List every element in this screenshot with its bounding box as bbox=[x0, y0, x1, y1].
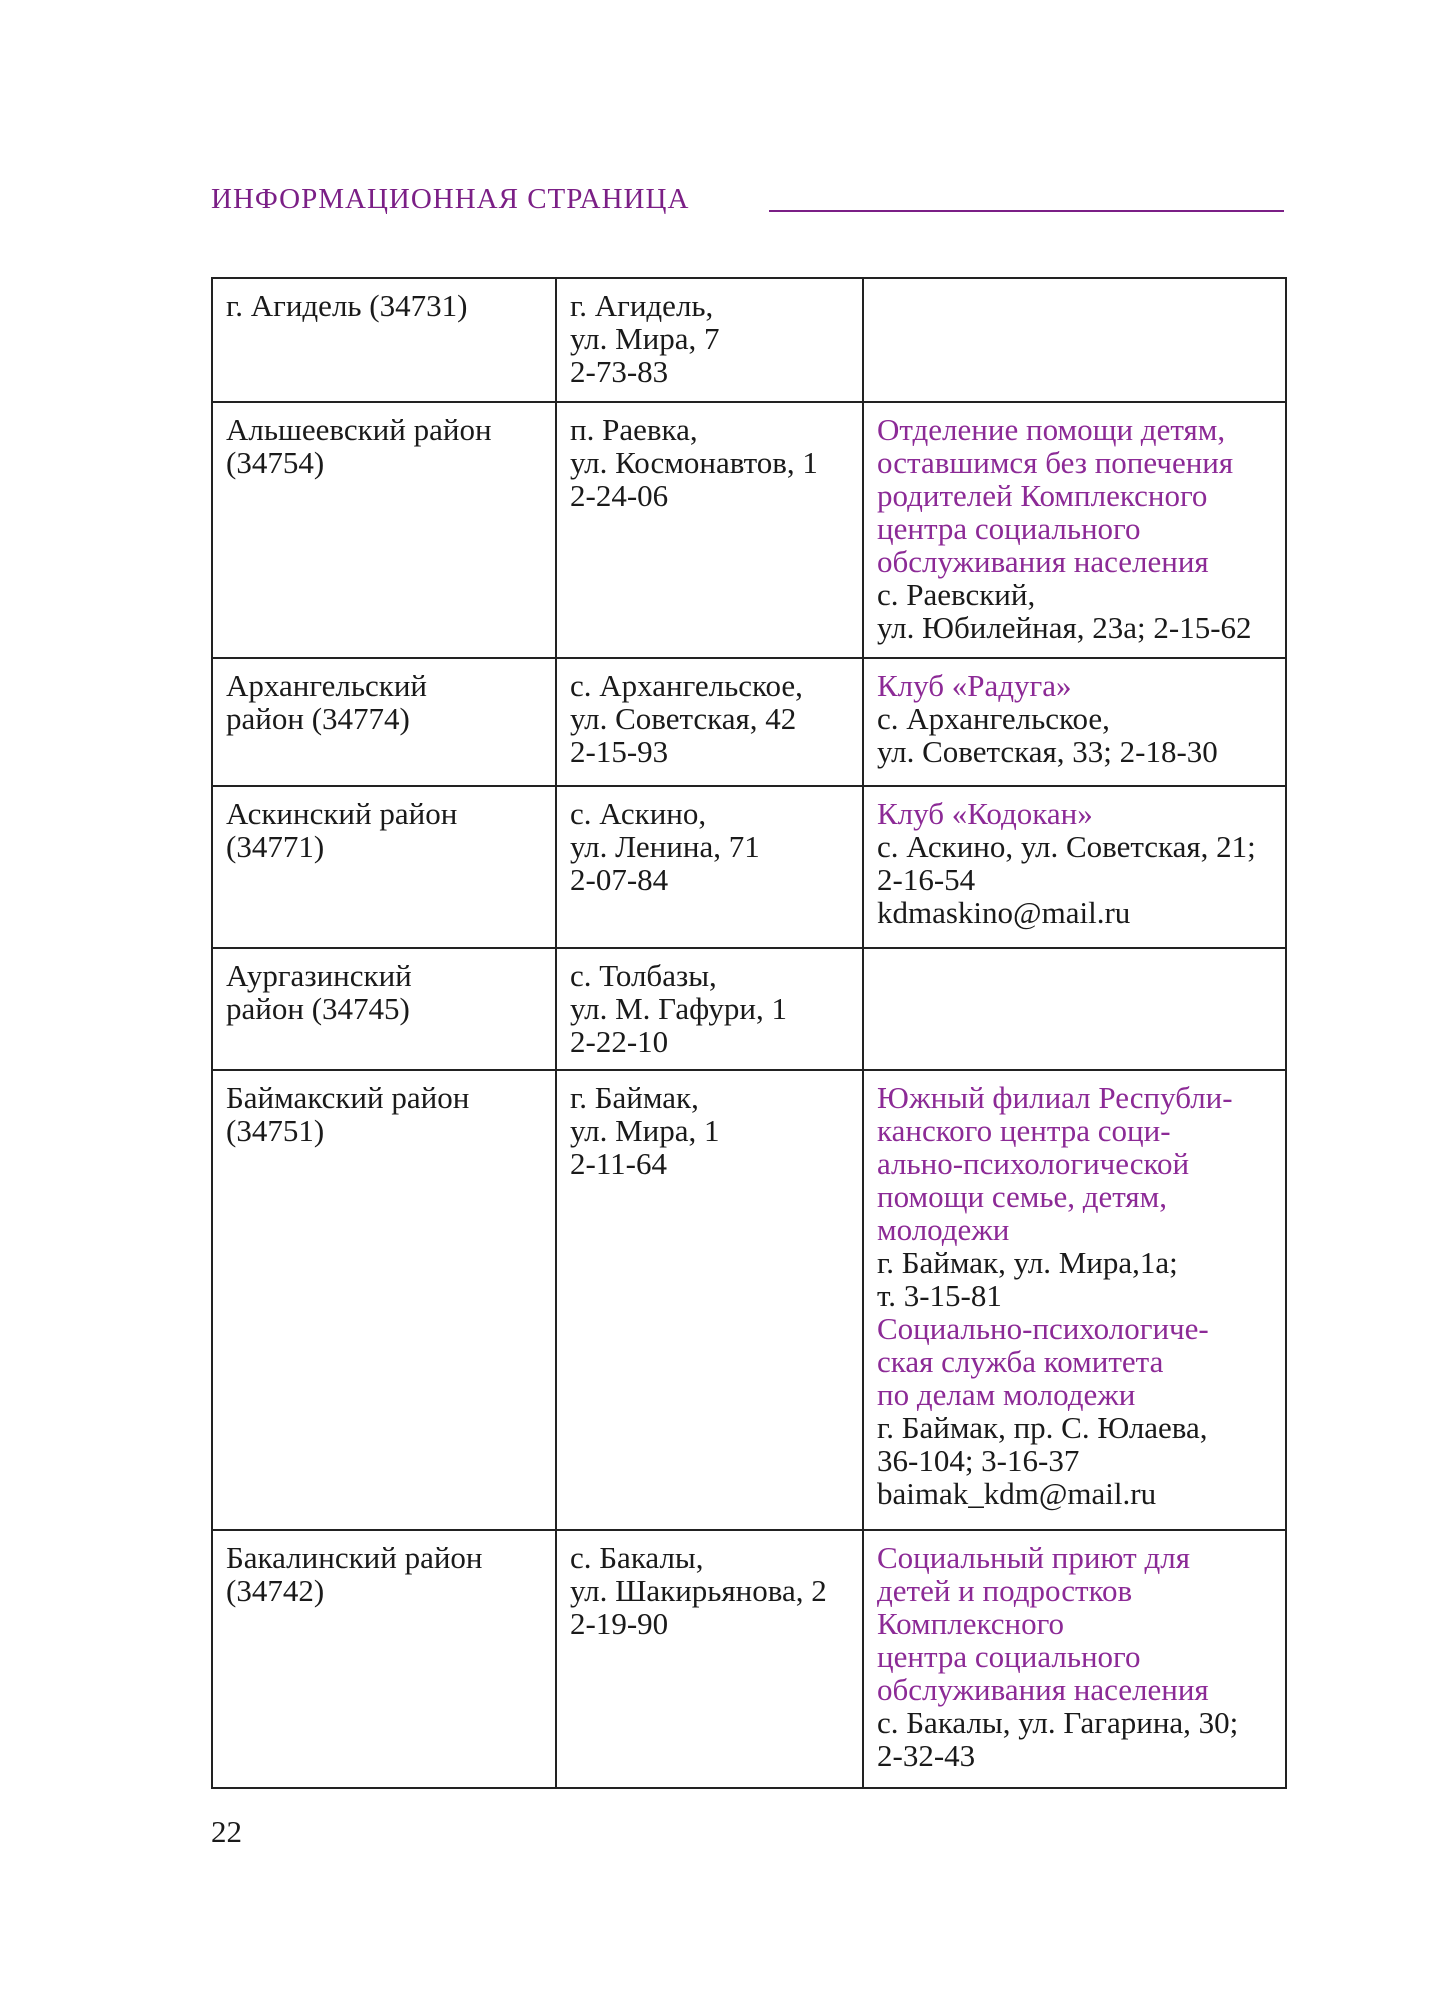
page-number: 22 bbox=[211, 1814, 242, 1849]
region-cell: Аургазинский район (34745) bbox=[212, 948, 556, 1070]
services-cell bbox=[863, 658, 1286, 786]
services-cell bbox=[863, 278, 1286, 402]
table-row bbox=[212, 786, 1286, 948]
service-org-name: Отделение помощи детям, оставшимся без попечения родителей Комплексного центра социального обслуживания населения bbox=[877, 412, 1234, 579]
service-address: с. Бакалы, ул. Гагарина, 30; 2-32-43 bbox=[877, 1705, 1239, 1773]
contact-cell: г. Агидель, ул. Мира, 7 2-73-83 bbox=[556, 278, 863, 402]
header-rule bbox=[769, 210, 1284, 212]
region-cell: Баймакский район (34751) bbox=[212, 1070, 556, 1530]
contact-cell: с. Толбазы, ул. М. Гафури, 1 2-22-10 bbox=[556, 948, 863, 1070]
table-body bbox=[212, 278, 1286, 1788]
service-address: г. Баймак, ул. Мира,1а; т. 3-15-81 bbox=[877, 1245, 1178, 1313]
services-cell bbox=[863, 402, 1286, 658]
table-row bbox=[212, 402, 1286, 658]
table-row bbox=[212, 1070, 1286, 1530]
contact-cell: г. Баймак, ул. Мира, 1 2-11-64 bbox=[556, 1070, 863, 1530]
table-row bbox=[212, 658, 1286, 786]
table-row bbox=[212, 278, 1286, 402]
service-org-name: Социальный приют для детей и подростков Комплексного центра социального обслуживания населения bbox=[877, 1540, 1209, 1707]
page-header bbox=[211, 183, 1284, 223]
region-cell: г. Агидель (34731) bbox=[212, 278, 556, 402]
services-cell bbox=[863, 948, 1286, 1070]
service-org-name: Клуб «Кодокан» bbox=[877, 796, 1093, 831]
region-cell: Аскинский район (34771) bbox=[212, 786, 556, 948]
service-address: с. Аскино, ул. Советская, 21; 2-16-54 kdmaskino@mail.ru bbox=[877, 829, 1256, 930]
service-address: с. Архангельское, ул. Советская, 33; 2-18-30 bbox=[877, 701, 1218, 769]
service-org-name: Южный филиал Республи- канского центра соци- ально-психологической помощи семье, детям, молодежи bbox=[877, 1080, 1233, 1247]
table-row bbox=[212, 948, 1286, 1070]
contacts-table bbox=[211, 277, 1287, 1789]
services-cell bbox=[863, 786, 1286, 948]
contact-cell: с. Бакалы, ул. Шакирьянова, 2 2-19-90 bbox=[556, 1530, 863, 1788]
service-org-name: Социально-психологиче- ская служба комитета по делам молодежи bbox=[877, 1311, 1209, 1412]
services-cell bbox=[863, 1530, 1286, 1788]
region-cell: Архангельский район (34774) bbox=[212, 658, 556, 786]
table-row bbox=[212, 1530, 1286, 1788]
service-org-name: Клуб «Радуга» bbox=[877, 668, 1072, 703]
region-cell: Альшеевский район (34754) bbox=[212, 402, 556, 658]
contact-cell: п. Раевка, ул. Космонавтов, 1 2-24-06 bbox=[556, 402, 863, 658]
service-address: с. Раевский, ул. Юбилейная, 23а; 2-15-62 bbox=[877, 577, 1252, 645]
service-address: г. Баймак, пр. С. Юлаева, 36-104; 3-16-37 baimak_kdm@mail.ru bbox=[877, 1410, 1208, 1511]
services-cell bbox=[863, 1070, 1286, 1530]
contact-cell: с. Аскино, ул. Ленина, 71 2-07-84 bbox=[556, 786, 863, 948]
contact-cell: с. Архангельское, ул. Советская, 42 2-15-93 bbox=[556, 658, 863, 786]
header-title: ИНФОРМАЦИОННАЯ СТРАНИЦА bbox=[211, 183, 690, 215]
region-cell: Бакалинский район (34742) bbox=[212, 1530, 556, 1788]
